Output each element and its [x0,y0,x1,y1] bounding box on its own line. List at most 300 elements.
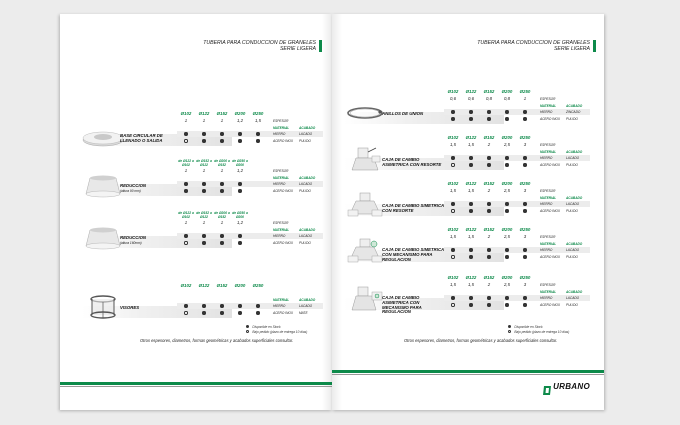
diameter-label: Ø200 [501,135,513,140]
thickness-value: 0,6 [450,96,456,101]
thickness-value: 3 [523,234,527,239]
diameter-label: Ø250 [519,181,531,186]
finish-column-label: ACABADO [566,104,583,108]
left-page [60,14,332,410]
product-name [382,112,444,117]
in-stock-dot-icon [516,209,534,212]
diameter-label: Ø102 [180,283,192,288]
in-stock-dot-icon [480,117,498,120]
thickness-value: 2 [487,234,491,239]
thickness-value: 1 [220,220,224,225]
diameter-label: Ø102 [447,135,459,140]
material-value: HIERRO [273,182,286,186]
diameter-label: Ø250 [519,275,531,280]
footer-grey-line [332,374,604,375]
diameter-label: Ø102 [447,181,459,186]
on-order-dot-icon [444,163,462,166]
product-block [332,182,604,222]
in-stock-dot-icon [213,132,231,135]
in-stock-dot-icon [462,117,480,120]
thickness-value: 1 [184,168,188,173]
material-column-label: MATERIAL [540,290,557,294]
thickness-label: ESPESOR [273,221,289,225]
diameter-header [177,160,249,168]
in-stock-dot-icon [444,296,462,299]
in-stock-dot-icon [231,234,249,237]
catalog-spread [60,14,604,410]
in-stock-dot-icon [213,182,231,185]
product-name [120,236,180,246]
thickness-value: 2,5 [504,188,510,193]
product-subtitle: (altura 90 mm) [120,188,141,193]
thickness-row [444,142,534,147]
legend [246,324,307,334]
material-value: HIERRO [273,132,286,136]
product-name-text: ANILLOS DE UNION [382,111,424,116]
diameter-label: de Ø200 a Ø152 [214,159,230,167]
finish-value: PULIDO [566,209,578,213]
footnote: Otros espesores, diametros, formas geométricas y acabados superficiales consultar. [404,338,558,343]
in-stock-dot-icon [231,182,249,185]
in-stock-dot-icon [480,110,498,113]
header-accent-bar [593,40,596,52]
in-stock-dot-icon [195,132,213,135]
product-block [332,90,604,130]
diameter-header [444,136,534,141]
material-column-label: MATERIAL [273,298,290,302]
in-stock-dot-icon [462,202,480,205]
diameter-label: Ø102 [447,227,459,232]
diameter-label: Ø122 [465,89,477,94]
finish-value: LACADO [299,182,313,186]
finish-value: LACADO [299,234,313,238]
diameter-label: Ø102 [447,275,459,280]
diameter-header [177,112,267,117]
in-stock-dot-icon [231,304,249,307]
finish-value: PULIDO [299,241,311,245]
in-stock-dot-icon [480,202,498,205]
in-stock-dot-icon [249,139,267,142]
in-stock-dot-icon [195,241,213,244]
product-name [382,296,444,315]
material-column-label: MATERIAL [273,176,290,180]
finish-column-label: ACABADO [566,150,583,154]
in-stock-dot-icon [195,139,213,142]
material-value: ACERO INOX [540,303,561,307]
thickness-value: 1,2 [237,168,243,173]
product-name-text: REDUCCION [120,235,147,240]
finish-value: LACADO [566,248,580,252]
diameter-label: Ø122 [465,135,477,140]
on-order-dot-icon [177,311,195,314]
finish-value: PULIDO [299,139,311,143]
legend-on-order: Bajo pedido (plazo de entrega 10 días) [246,329,307,334]
in-stock-dot-icon [444,110,462,113]
diameter-label: Ø200 [501,227,513,232]
page-header [477,40,590,52]
thickness-value: 1 [202,168,206,173]
footer-green-line [60,382,332,385]
finish-value: LACADO [566,296,580,300]
thickness-value: 1 [220,118,224,123]
legend [508,324,569,334]
material-value: ACERO INOX [273,311,294,315]
in-stock-dot-icon [195,182,213,185]
in-stock-dot-icon [444,202,462,205]
finish-column-label: ACABADO [299,298,316,302]
in-stock-dot-icon [462,296,480,299]
diameter-label: de Ø250 a Ø200 [232,159,248,167]
in-stock-dot-icon [498,110,516,113]
in-stock-dot-icon [498,296,516,299]
material-value: HIERRO [540,296,553,300]
diameter-label: Ø152 [483,227,495,232]
diameter-label: Ø200 [501,275,513,280]
material-value: ACERO INOX [540,255,561,259]
in-stock-dot-icon [480,248,498,251]
diameter-label: Ø152 [483,275,495,280]
diameter-label: de Ø122 a Ø102 [178,159,194,167]
in-stock-dot-icon [462,156,480,159]
symmetric-spring-box-image [344,192,386,218]
product-block [332,276,604,316]
in-stock-dot-icon [480,163,498,166]
in-stock-dot-icon [177,189,195,192]
diameter-header [177,284,267,289]
finish-value: PULIDO [566,163,578,167]
footer-green-line [332,370,604,373]
diameter-label: de Ø250 a Ø200 [232,211,248,219]
diameter-label: de Ø152 a Ø122 [196,159,212,167]
in-stock-dot-icon [213,304,231,307]
footer-grey-line [60,386,332,387]
thickness-label: ESPESOR [273,119,289,123]
thickness-row [444,234,534,239]
thickness-label: ESPESOR [540,97,556,101]
thickness-value: 1,5 [468,142,474,147]
legend-in-stock: Disponible en Stock [508,324,569,329]
finish-column-label: ACABADO [566,242,583,246]
material-value: ACERO INOX [273,139,294,143]
diameter-label: de Ø122 a Ø102 [178,211,194,219]
diameter-label: de Ø152 a Ø122 [196,211,212,219]
product-block [60,112,332,152]
diameter-header [177,212,249,220]
product-name [120,184,180,194]
in-stock-dot-icon [498,303,516,306]
material-value: ACERO INOX [540,163,561,167]
product-name [382,204,444,214]
diameter-label: Ø102 [180,111,192,116]
thickness-row [177,168,249,173]
diameter-label: Ø152 [216,283,228,288]
product-block [332,136,604,176]
finish-column-label: ACABADO [299,176,316,180]
in-stock-dot-icon [249,304,267,307]
diameter-label: Ø152 [483,89,495,94]
brand-name: URBANO [553,382,590,391]
footnote: Otros espesores, diametros, formas geométricas y acabados superficiales consultar. [140,338,294,343]
diameter-label: Ø250 [252,111,264,116]
urbano-logo-icon [543,382,551,391]
diameter-header [444,228,534,233]
in-stock-dot-icon [231,189,249,192]
thickness-value: 1,5 [468,234,474,239]
in-stock-dot-icon [195,234,213,237]
product-block [60,211,332,254]
thickness-value: 1,5 [468,282,474,287]
open-dot-icon [508,330,511,333]
finish-column-label: ACABADO [299,228,316,232]
in-stock-dot-icon [516,248,534,251]
diameter-label: Ø122 [198,111,210,116]
product-name-text: BASE CIRCULAR DE LLENADO O SALIDA [120,133,163,143]
thickness-value: 3 [523,142,527,147]
in-stock-dot-icon [498,117,516,120]
thickness-value: 0,6 [468,96,474,101]
on-order-dot-icon [177,241,195,244]
in-stock-dot-icon [498,248,516,251]
material-column-label: MATERIAL [540,104,557,108]
thickness-value: 1,2 [237,220,243,225]
legend-in-stock: Disponible en Stock [246,324,307,329]
material-value: HIERRO [273,304,286,308]
in-stock-dot-icon [498,202,516,205]
diameter-label: Ø250 [252,283,264,288]
thickness-value: 3 [523,188,527,193]
product-name-text: VISORES [120,305,140,310]
thickness-value: 1,5 [255,118,261,123]
product-block [332,228,604,268]
thickness-value: 0,8 [486,96,492,101]
thickness-label: ESPESOR [540,143,556,147]
in-stock-dot-icon [516,303,534,306]
finish-value: MATE [299,311,308,315]
in-stock-dot-icon [195,311,213,314]
in-stock-dot-icon [480,296,498,299]
thickness-row [177,220,249,225]
in-stock-dot-icon [231,132,249,135]
finish-value: PULIDO [299,189,311,193]
open-dot-icon [246,330,249,333]
product-name-text: CAJA DE CAMBIO ASIMETRICA CON RESORTE [382,157,442,167]
diameter-label: Ø250 [519,135,531,140]
thickness-row [177,118,267,123]
finish-value: PULIDO [566,117,578,121]
diameter-label: Ø122 [198,283,210,288]
thickness-value: 2,5 [504,234,510,239]
diameter-label: Ø152 [483,135,495,140]
diameter-label: Ø152 [483,181,495,186]
right-page [332,14,604,410]
in-stock-dot-icon [498,156,516,159]
on-order-dot-icon [444,209,462,212]
thickness-value: 1 [184,118,188,123]
brand-logo [543,382,590,391]
in-stock-dot-icon [213,139,231,142]
thickness-value: 1,5 [450,188,456,193]
product-name-text: CAJA DE CAMBIO SIMETRICA CON RESORTE [382,203,444,213]
product-name [382,158,444,168]
finish-value: LACADO [299,132,313,136]
thickness-value: 1,5 [450,142,456,147]
symmetric-mechanism-box-image [344,238,386,264]
material-value: HIERRO [273,234,286,238]
in-stock-dot-icon [195,189,213,192]
in-stock-dot-icon [498,163,516,166]
in-stock-dot-icon [177,182,195,185]
thickness-value: 1 [220,168,224,173]
finish-column-label: ACABADO [566,290,583,294]
in-stock-dot-icon [480,255,498,258]
material-value: HIERRO [540,248,553,252]
in-stock-dot-icon [177,304,195,307]
diameter-label: Ø200 [501,181,513,186]
finish-column-label: ACABADO [299,126,316,130]
product-block [60,284,332,324]
legend-on-order: Bajo pedido (plazo de entrega 10 días) [508,329,569,334]
finish-value: ZINCADO [566,110,581,114]
material-value: HIERRO [540,202,553,206]
product-name [382,248,444,262]
in-stock-dot-icon [462,255,480,258]
material-column-label: MATERIAL [540,196,557,200]
in-stock-dot-icon [516,255,534,258]
material-column-label: MATERIAL [273,228,290,232]
thickness-value: 2 [487,282,491,287]
filled-dot-icon [246,325,249,328]
visor-image [82,294,124,320]
base-circular-image [82,122,124,148]
material-value: HIERRO [540,156,553,160]
in-stock-dot-icon [462,303,480,306]
in-stock-dot-icon [516,117,534,120]
thickness-value: 1,5 [450,282,456,287]
in-stock-dot-icon [516,163,534,166]
in-stock-dot-icon [177,234,195,237]
in-stock-dot-icon [498,255,516,258]
thickness-row [444,282,534,287]
thickness-value: 2 [487,188,491,193]
finish-value: LACADO [299,304,313,308]
in-stock-dot-icon [498,209,516,212]
reduction-90-image [82,172,124,198]
thickness-value: 1 [202,118,206,123]
in-stock-dot-icon [249,132,267,135]
thickness-value: 1 [184,220,188,225]
diameter-label: Ø250 [519,227,531,232]
diameter-label: Ø122 [465,181,477,186]
thickness-row [444,188,534,193]
product-name-text: CAJA DE CAMBIO ASIMETRICA CON MECANISMO PARA REGULACION [382,295,422,315]
reduction-160-image [82,224,124,250]
header-title: TUBERIA PARA CONDUCCION DE GRANELES [477,40,590,46]
in-stock-dot-icon [462,248,480,251]
in-stock-dot-icon [177,132,195,135]
on-order-dot-icon [177,139,195,142]
diameter-label: Ø122 [465,275,477,280]
on-order-dot-icon [444,303,462,306]
in-stock-dot-icon [213,241,231,244]
thickness-label: ESPESOR [540,283,556,287]
in-stock-dot-icon [444,156,462,159]
in-stock-dot-icon [213,234,231,237]
thickness-value: 2 [487,142,491,147]
product-name [120,306,180,311]
material-column-label: MATERIAL [540,242,557,246]
thickness-label: ESPESOR [540,189,556,193]
product-name [120,134,180,144]
in-stock-dot-icon [195,304,213,307]
asymmetric-mechanism-box-image [344,286,386,312]
diameter-header [444,182,534,187]
material-column-label: MATERIAL [273,126,290,130]
thickness-value: 2,5 [504,282,510,287]
gutter-shadow [322,14,332,410]
diameter-label: Ø152 [216,111,228,116]
header-subtitle: SERIE LIGERA [279,46,316,52]
product-subtitle: (altura 160mm) [120,240,142,245]
finish-value: PULIDO [566,255,578,259]
material-value: ACERO INOX [273,189,294,193]
finish-column-label: ACABADO [566,196,583,200]
thickness-value: 1,5 [450,234,456,239]
in-stock-dot-icon [480,209,498,212]
finish-value: LACADO [566,156,580,160]
in-stock-dot-icon [462,110,480,113]
in-stock-dot-icon [444,117,462,120]
in-stock-dot-icon [516,296,534,299]
in-stock-dot-icon [516,202,534,205]
in-stock-dot-icon [444,248,462,251]
thickness-value: 0,8 [504,96,510,101]
finish-value: PULIDO [566,303,578,307]
product-block [60,159,332,202]
diameter-label: Ø200 [234,283,246,288]
in-stock-dot-icon [249,311,267,314]
thickness-row [444,96,534,101]
material-value: ACERO INOX [273,241,294,245]
in-stock-dot-icon [516,110,534,113]
diameter-label: Ø102 [447,89,459,94]
thickness-value: 1,5 [468,188,474,193]
in-stock-dot-icon [231,139,249,142]
thickness-label: ESPESOR [540,235,556,239]
union-ring-image [344,100,386,126]
diameter-label: Ø200 [234,111,246,116]
on-order-dot-icon [444,255,462,258]
header-title: TUBERIA PARA CONDUCCION DE GRANELES [203,40,316,46]
thickness-label: ESPESOR [273,169,289,173]
thickness-value: 2,5 [504,142,510,147]
diameter-label: de Ø200 a Ø152 [214,211,230,219]
filled-dot-icon [508,325,511,328]
in-stock-dot-icon [231,311,249,314]
diameter-header [444,90,534,95]
material-column-label: MATERIAL [540,150,557,154]
material-value: HIERRO [540,110,553,114]
in-stock-dot-icon [213,189,231,192]
thickness-value: 1 [202,220,206,225]
in-stock-dot-icon [480,156,498,159]
in-stock-dot-icon [516,156,534,159]
diameter-label: Ø200 [501,89,513,94]
diameter-label: Ø122 [465,227,477,232]
diameter-label: Ø250 [519,89,531,94]
product-name-text: CAJA DE CAMBIO SIMETRICA CON MECANISMO PARA REGULACION [382,247,444,262]
finish-value: LACADO [566,202,580,206]
thickness-value: 3 [523,282,527,287]
